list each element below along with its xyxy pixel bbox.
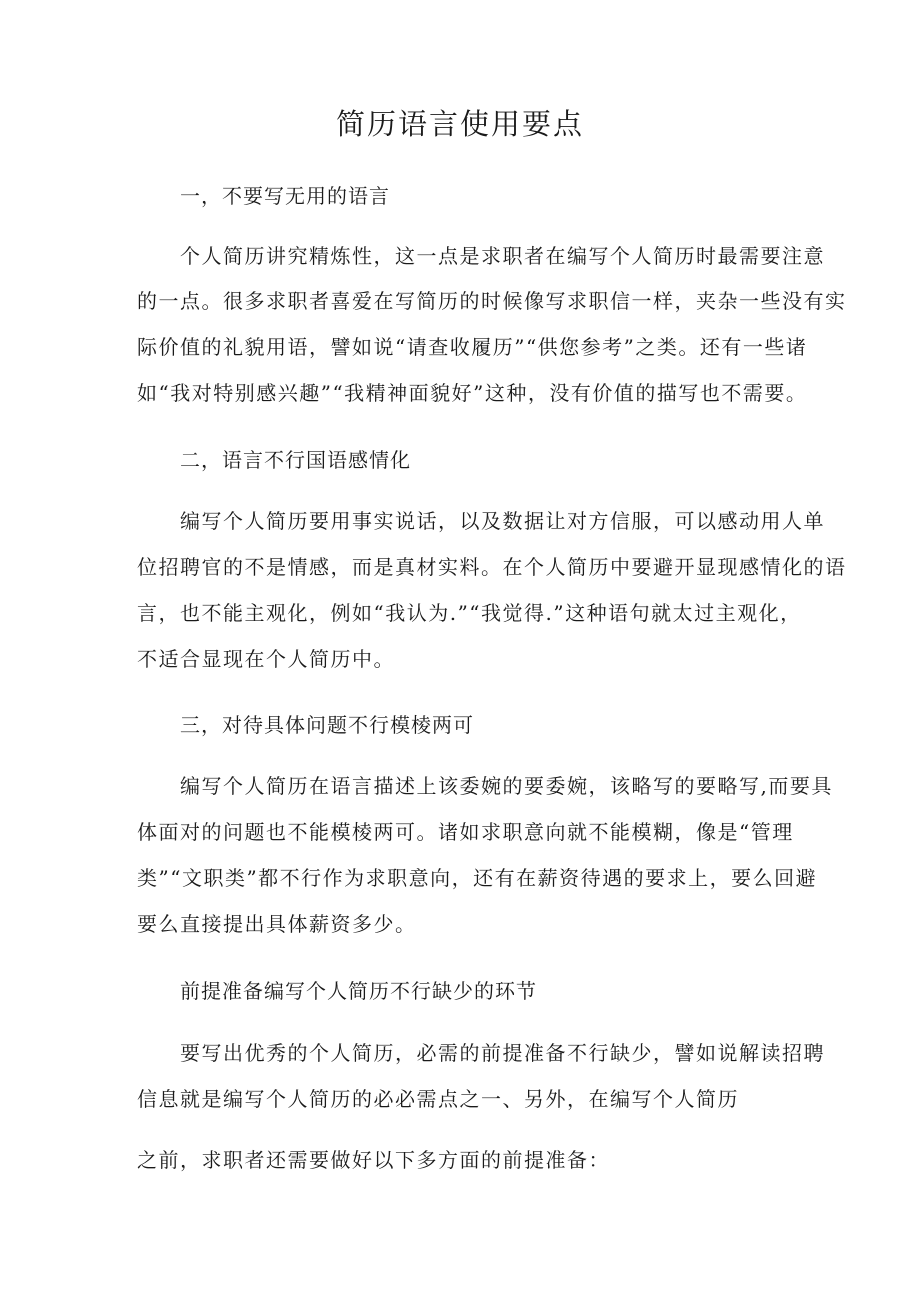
paragraph-line: 位招聘官的不是情感，而是真材实料。在个人简历中要避开显现感情化的语 [137,555,847,579]
paragraph-line: 要么直接提出具体薪资多少。 [137,912,417,936]
paragraph-line: 的一点。很多求职者喜爱在写简历的时候像写求职信一样，夹杂一些没有实 [137,289,847,313]
section-heading-3: 三，对待具体问题不行模棱两可 [180,713,474,737]
paragraph-line: 个人简历讲究精炼性，这一点是求职者在编写个人简历时最需要注意 [180,244,825,268]
paragraph-line: 信息就是编写个人简历的必必需点之一、另外，在编写个人简历 [137,1087,739,1111]
paragraph-line: 之前，求职者还需要做好以下多方面的前提准备： [137,1148,610,1172]
paragraph-line: 不适合显现在个人简历中。 [137,647,395,671]
paragraph-line: 要写出优秀的个人简历，必需的前提准备不行缺少，譬如说解读招聘 [180,1041,825,1065]
paragraph-line: 如“我对特别感兴趣”“我精神面貌好”这种，没有价值的描写也不需要。 [137,381,808,405]
document-title: 简历语言使用要点 [335,107,584,141]
paragraph-line: 编写个人简历要用事实说话，以及数据让对方信服，可以感动用人单 [180,509,825,533]
paragraph-line: 言，也不能主观化，例如“我认为.”“我觉得.”这种语句就太过主观化， [137,601,802,625]
section-heading-2: 二，语言不行国语感情化 [180,448,411,472]
section-heading-1: 一，不要写无用的语言 [180,184,390,208]
section-heading-4: 前提准备编写个人简历不行缺少的环节 [180,979,537,1003]
paragraph-line: 体面对的问题也不能模棱两可。诸如求职意向就不能模糊，像是“管理 [137,820,794,844]
paragraph-line: 类”“文职类”都不行作为求职意向，还有在薪资待遇的要求上，要么回避 [137,866,818,890]
paragraph-line: 编写个人简历在语言描述上该委婉的要委婉，该略写的要略写,而要具 [180,774,833,798]
paragraph-line: 际价值的礼貌用语，譬如说“请查收履历”“供您参考”之类。还有一些诸 [137,335,808,359]
